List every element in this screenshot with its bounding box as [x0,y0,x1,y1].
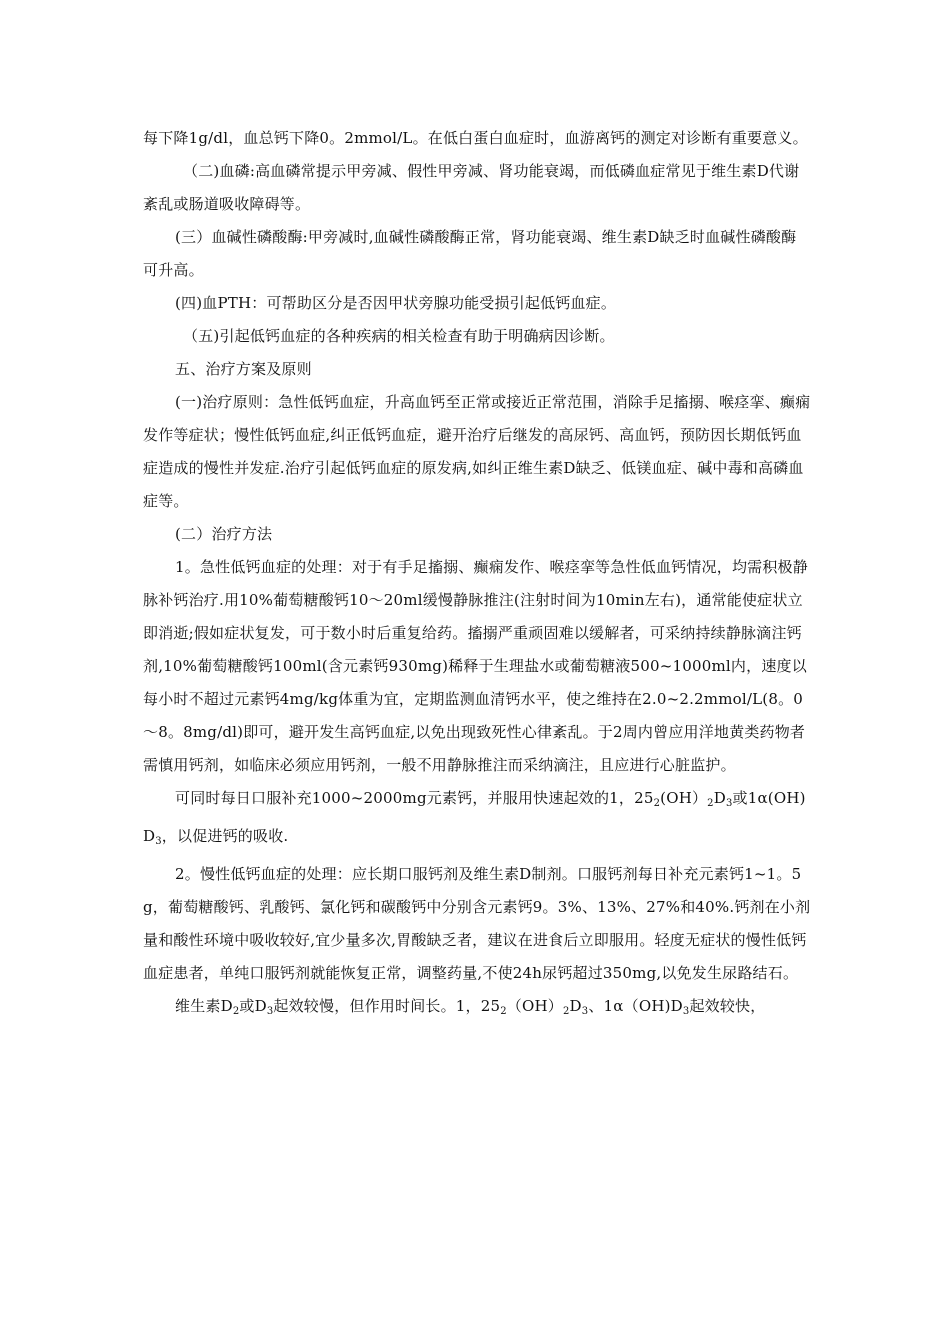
text-run: 起效较快， [689,997,766,1015]
subscript: 3 [725,798,733,809]
paragraph-serum-phosphorus [143,155,811,221]
subheading-treatment-methods [143,518,811,551]
paragraph-text: (一)治疗原则：急性低钙血症，升高血钙至正常或接近正常范围，消除手足搐搦、喉痉挛、癫痫发作等症状；慢性低钙血症,纠正低钙血症，避开治疗后继发的高尿钙、高血钙，预防因长期低钙血症造成的慢性并发症.治疗引起低钙血症的原发病,如纠正维生素D缺乏、低镁血症、碱中毒和高磷血症等。 [143,393,811,510]
paragraph-chronic-hypocalcemia [143,858,811,990]
document-body [143,122,811,1028]
heading-text: (二）治疗方法 [175,525,273,543]
subscript: 2 [232,1006,240,1017]
text-run: （OH） [506,997,563,1015]
text-run: 维生素D [175,997,233,1015]
subscript: 3 [266,1006,274,1017]
text-run: D [713,789,726,807]
subscript: 3 [682,1006,690,1017]
text-run: ，以促进钙的吸收. [161,827,289,845]
subscript: 2 [562,1006,570,1017]
text-run: 起效较慢，但作用时间长。1，25 [273,997,501,1015]
paragraph-text: (三）血碱性磷酸酶:甲旁减时,血碱性磷酸酶正常，肾功能衰竭、维生素D缺乏时血碱性磷酸酶可升高。 [143,228,797,279]
paragraph-alkaline-phosphatase [143,221,811,287]
section-heading-treatment [143,353,811,386]
paragraph-text: 2。慢性低钙血症的处理：应长期口服钙剂及维生素D制剂。口服钙剂每日补充元素钙1~1。5g，葡萄糖酸钙、乳酸钙、氯化钙和碳酸钙中分别含元素钙9。3%、13%、27%和40%.钙剂在小剂量和酸性环境中吸收较好,宜少量多次,胃酸缺乏者，建议在进食后立即服用。轻度无症状的慢性低钙血症患者，单纯口服钙剂就能恢复正常，调整药量,不使24h尿钙超过350mg,以免发生尿路结石。 [143,865,811,982]
paragraph-pth [143,287,811,320]
paragraph-text: （二)血磷:高血磷常提示甲旁减、假性甲旁减、肾功能衰竭，而低磷血症常见于维生素D代谢紊乱或肠道吸收障碍等。 [143,162,800,213]
paragraph-oral-calcium-supplement [143,782,811,858]
text-run: 、1α（OH)D [588,997,683,1015]
subscript: 3 [581,1006,589,1017]
text-run: (OH） [660,789,708,807]
paragraph-serum-calcium-continued [143,122,811,155]
subscript: 2 [707,798,714,809]
paragraph-related-tests [143,320,811,353]
paragraph-acute-hypocalcemia [143,551,811,782]
text-run: D [569,997,582,1015]
paragraph-vitamin-d [143,990,811,1028]
paragraph-text: （五)引起低钙血症的各种疾病的相关检查有助于明确病因诊断。 [183,327,615,345]
paragraph-text: 1。急性低钙血症的处理：对于有手足搐搦、癫痫发作、喉痉挛等急性低血钙情况，均需积极静脉补钙治疗.用10%葡萄糖酸钙10～20ml缓慢静脉推注(注射时间为10min左右)，通常能使症状立即消逝;假如症状复发，可于数小时后重复给药。搐搦严重顽固难以缓解者，可采纳持续静脉滴注钙剂,10%葡萄糖酸钙100ml(含元素钙930mg)稀释于生理盐水或葡萄糖液500~1000ml内，速度以每小时不超过元素钙4mg/kg体重为宜，定期监测血清钙水平，使之维持在2.0~2.2mmol/L(8。0～8。8mg/dl)即可，避开发生高钙血症,以免出现致死性心律紊乱。于2周内曾应用洋地黄类药物者需慎用钙剂，如临床必须应用钙剂，一般不用静脉推注而采纳滴注，且应进行心脏监护。 [143,558,808,774]
subscript: 2 [500,1006,507,1017]
text-run: 或D [239,997,267,1015]
paragraph-treatment-principles [143,386,811,518]
subscript: 3 [155,836,162,847]
paragraph-text: 每下降1g/dl，血总钙下降0。2mmol/L。在低白蛋白血症时，血游离钙的测定对诊断有重要意义。 [143,129,808,147]
subscript: 2 [653,798,661,809]
text-run: 或1α(OH)D [143,789,806,845]
paragraph-text: (四)血PTH：可帮助区分是否因甲状旁腺功能受损引起低钙血症。 [175,294,617,312]
text-run: 可同时每日口服补充1000~2000mg元素钙，并服用快速起效的1，25 [175,789,654,807]
heading-text: 五、治疗方案及原则 [175,360,312,378]
